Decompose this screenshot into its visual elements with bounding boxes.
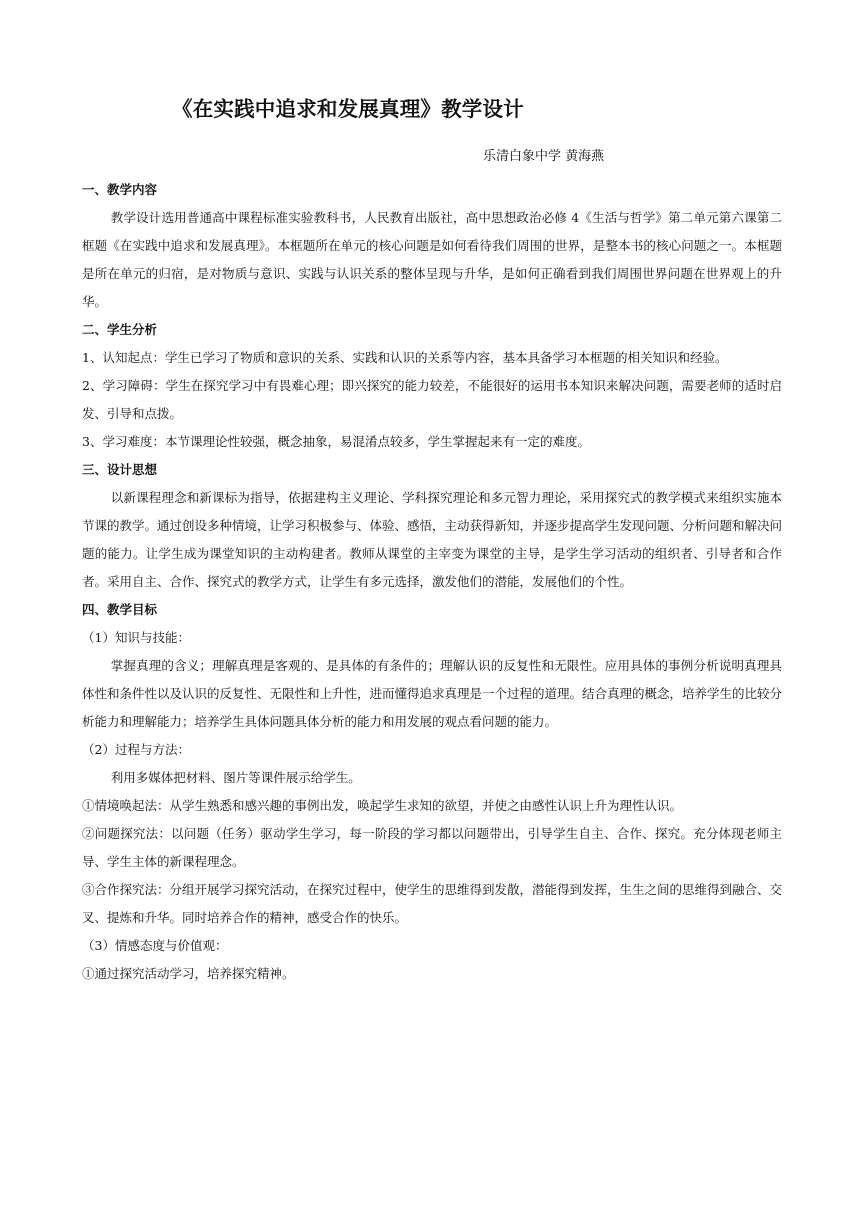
section-heading-content: 一、教学内容 xyxy=(82,182,158,197)
student-item-1: 1、认知起点：学生已学习了物质和意识的关系、实践和认识的关系等内容，基本具备学习本框题的相关知识和经验。 xyxy=(82,350,728,365)
method-item-3: ③合作探究法：分组开展学习探究活动，在探究过程中，使学生的思维得到发散，潜能得到发挥，生生之间的思维得到融合、交叉、提炼和升华。同时培养合作的精神，感受合作的快乐。 xyxy=(82,882,783,925)
goal-1-label: （1）知识与技能： xyxy=(82,630,190,645)
section-heading-students: 二、学生分析 xyxy=(82,322,158,337)
goal-2-paragraph: 利用多媒体把材料、图片等课件展示给学生。 xyxy=(110,770,361,785)
method-item-1: ①情境唤起法：从学生熟悉和感兴趣的事例出发，唤起学生求知的欲望，并使之由感性认识上升为理性认识。 xyxy=(82,798,683,813)
student-item-3: 3、学习难度：本节课理论性较强，概念抽象，易混淆点较多，学生掌握起来有一定的难度。 xyxy=(82,434,590,449)
goal-1-paragraph: 掌握真理的含义；理解真理是客观的、是具体的有条件的；理解认识的反复性和无限性。应用具体的事例分析说明真理具体性和条件性以及认识的反复性、无限性和上升性，进而懂得追求真理是一个过程的道理。结合真理的概念，培养学生的比较分析能力和理解能力；培养学生具体问题具体分析的能力和用发展的观点看问题的能力。 xyxy=(82,658,783,729)
section-heading-design: 三、设计思想 xyxy=(82,462,158,477)
goal-2-label: （2）过程与方法： xyxy=(82,742,190,757)
author-line: 乐清白象中学 黄海燕 xyxy=(483,149,605,164)
student-item-2: 2、学习障碍：学生在探究学习中有畏难心理；即兴探究的能力较差，不能很好的运用书本知识来解决问题，需要老师的适时启发、引导和点拨。 xyxy=(82,378,782,421)
goal-3-label: （3）情感态度与价值观： xyxy=(82,938,228,953)
method-item-2: ②问题探究法：以问题（任务）驱动学生学习，每一阶段的学习都以问题带出，引导学生自主、合作、探究。充分体现老师主导、学生主体的新课程理念。 xyxy=(82,826,782,869)
content-paragraph: 教学设计选用普通高中课程标准实验教科书，人民教育出版社，高中思想政治必修 4《生活与哲学》第二单元第六课第二框题《在实践中追求和发展真理》。本框题所在单元的核心问题是如何看待我们周围的世界，是整本书的核心问题之一。本框题是所在单元的归宿，是对物质与意识、实践与认识关系的整体呈现与升华，是如何正确看到我们周围世界问题在世界观上的升华。 xyxy=(82,210,782,309)
document-body xyxy=(82,176,782,988)
value-item-1: ①通过探究活动学习，培养探究精神。 xyxy=(82,966,295,981)
section-heading-goals: 四、教学目标 xyxy=(82,602,158,617)
document-title: 《在实践中追求和发展真理》教学设计 xyxy=(172,97,524,121)
design-paragraph: 以新课程理念和新课标为指导，依据建构主义理论、学科探究理论和多元智力理论，采用探究式的教学模式来组织实施本节课的教学。通过创设多种情境，让学习积极参与、体验、感悟，主动获得新知，并逐步提高学生发现问题、分析问题和解决问题的能力。让学生成为课堂知识的主动构建者。教师从课堂的主宰变为课堂的主导，是学生学习活动的组织者、引导者和合作者。采用自主、合作、探究式的教学方式，让学生有多元选择，激发他们的潜能，发展他们的个性。 xyxy=(82,490,783,589)
